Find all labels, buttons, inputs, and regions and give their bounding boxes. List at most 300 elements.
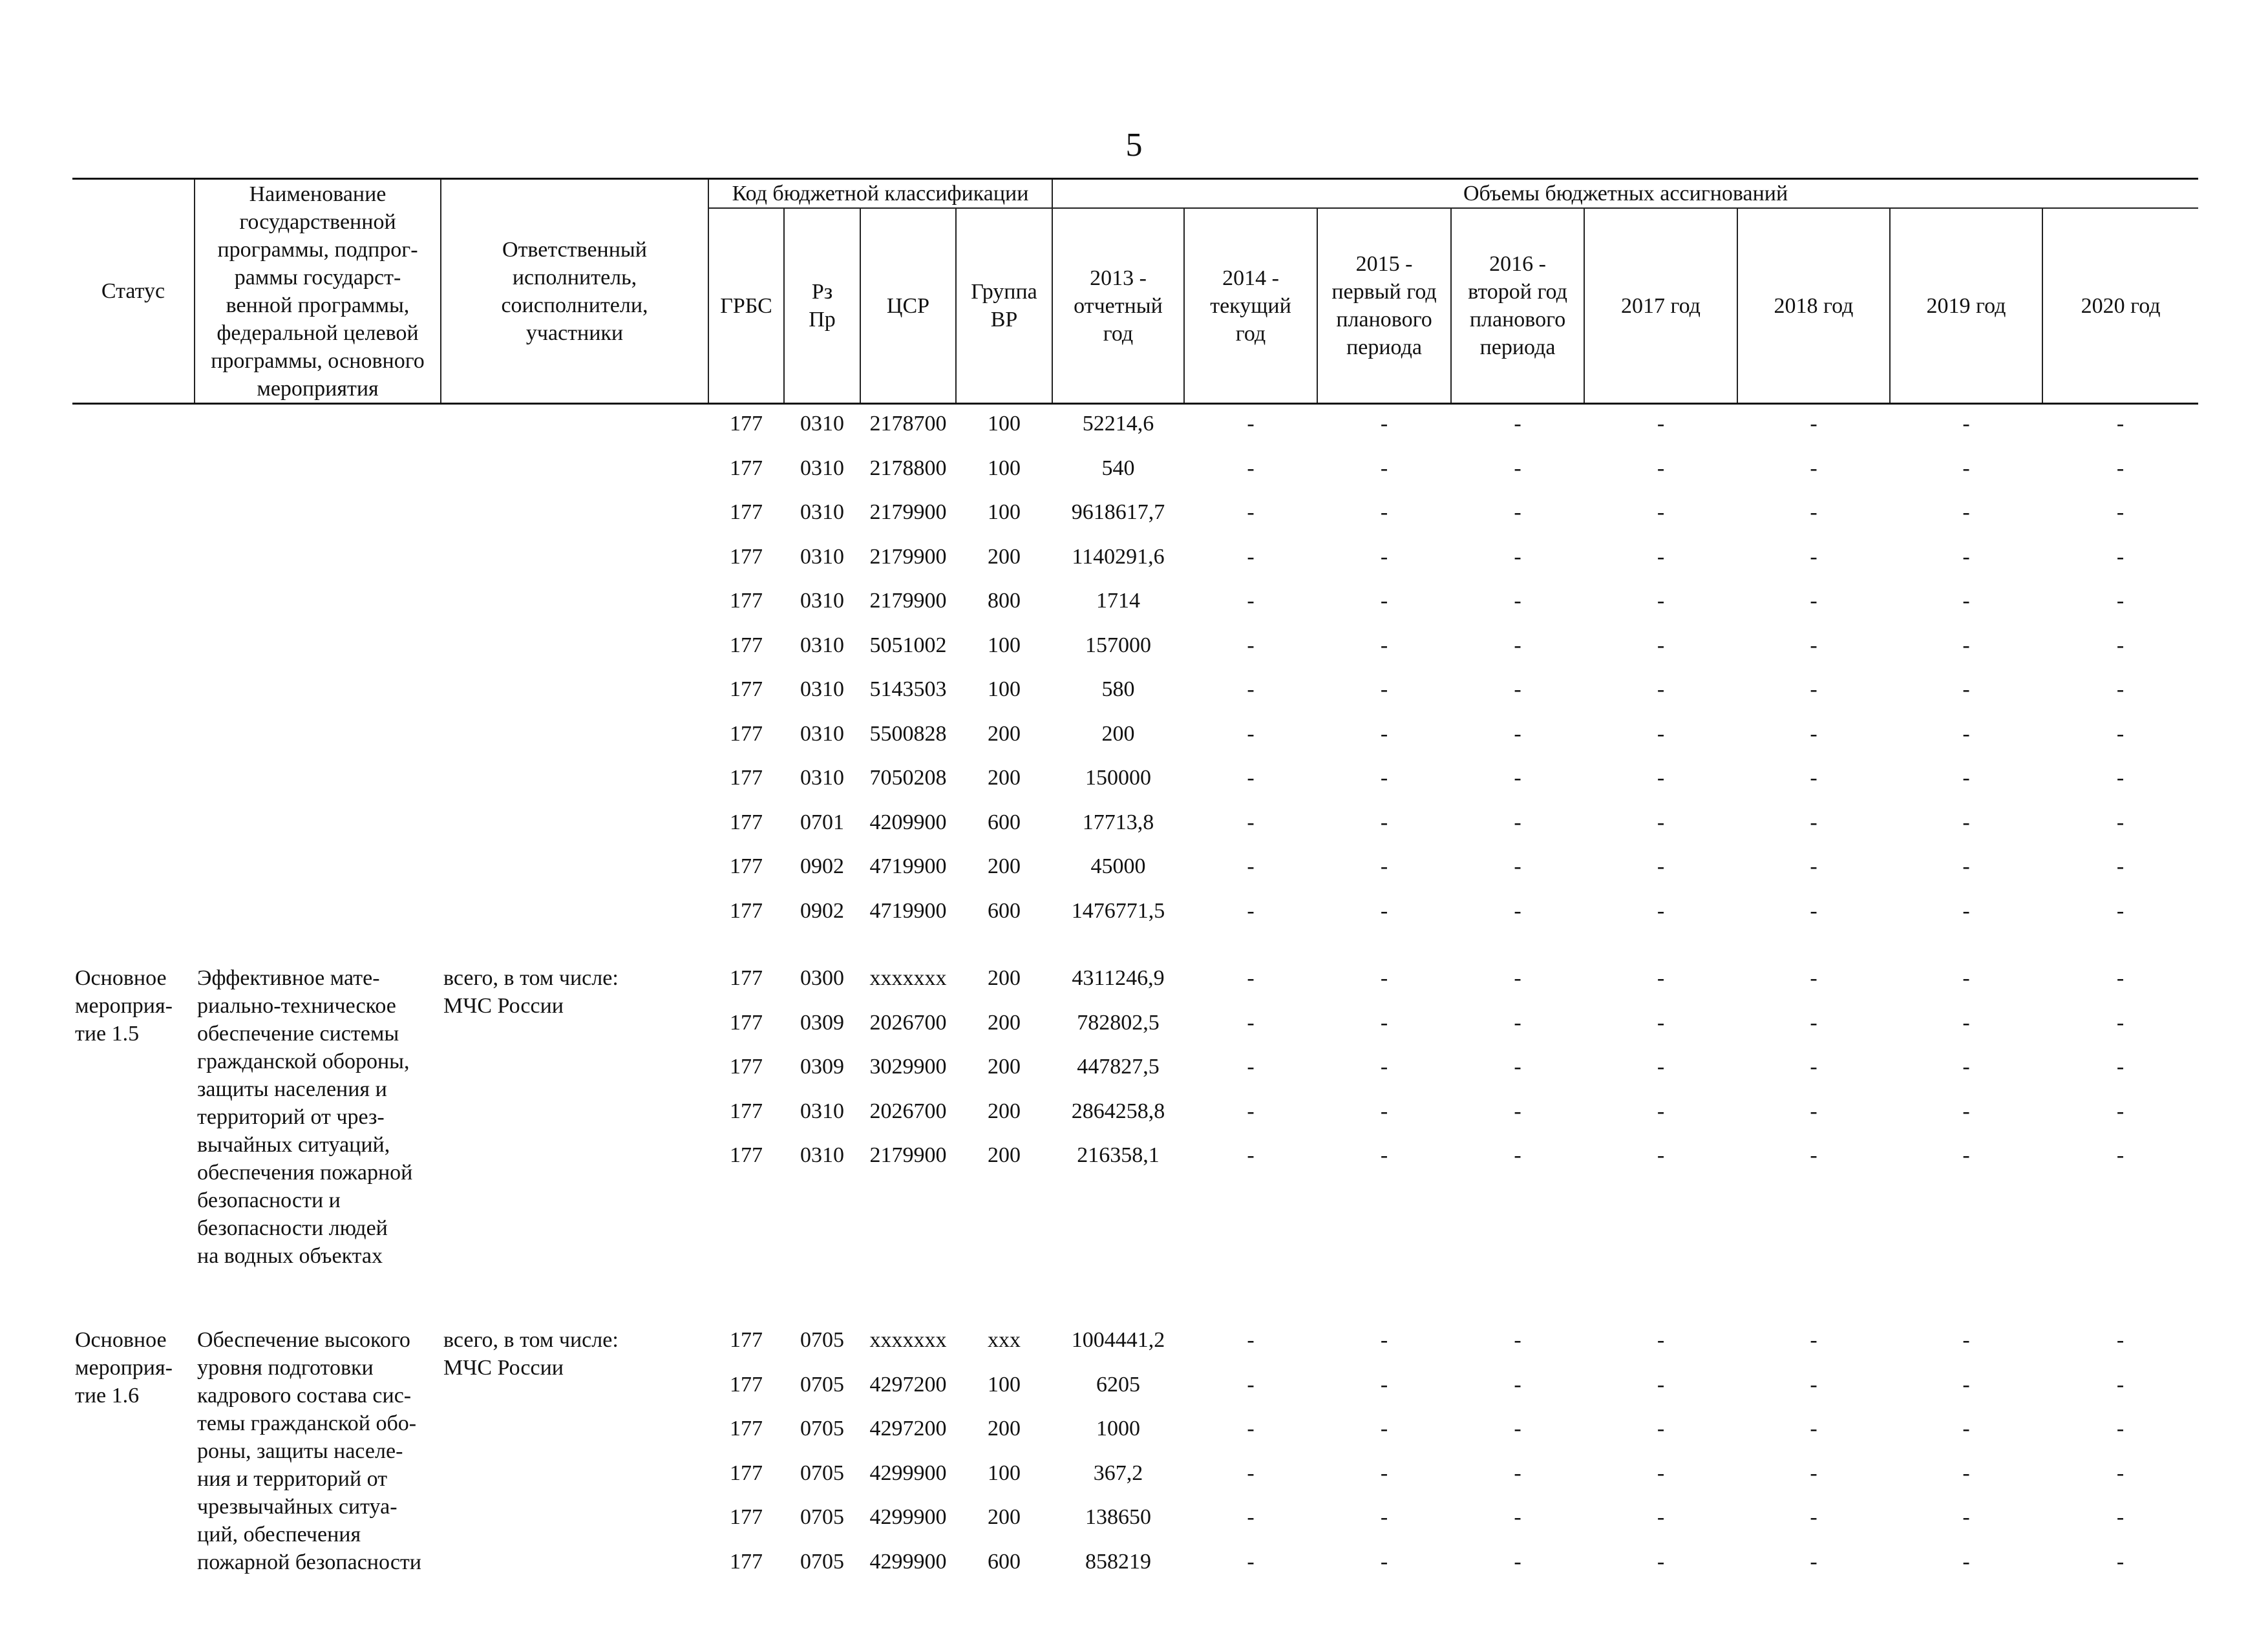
year-2016-cell: -	[1514, 1372, 1521, 1397]
text-line: мероприя-	[75, 994, 173, 1018]
csr-cell: 2179900	[869, 500, 947, 524]
year-2017-cell: -	[1657, 412, 1665, 436]
year-2015-cell: -	[1380, 1328, 1388, 1352]
text-line: периода	[1346, 335, 1422, 359]
year-2015-cell: -	[1380, 1143, 1388, 1167]
grbs-cell: 177	[730, 1549, 763, 1574]
year-2016-cell: -	[1514, 898, 1521, 923]
program-name-cell	[195, 959, 441, 1298]
grbs-cell: 177	[730, 412, 763, 436]
year-2020-cell: -	[2116, 1372, 2125, 1397]
year-2014-cell: -	[1247, 1328, 1255, 1352]
year-2017-cell: -	[1657, 677, 1665, 701]
rz-pr-cell: 0902	[800, 854, 844, 878]
year-2020-cell: -	[2116, 412, 2125, 436]
grbs-cell: 177	[730, 589, 763, 613]
year-2017-cell: -	[1657, 1328, 1665, 1352]
table-row	[72, 1321, 2198, 1366]
year-2019-cell: -	[1962, 810, 1970, 834]
year-2018-cell: -	[1810, 500, 1818, 524]
year-2018-cell: -	[1810, 633, 1818, 657]
year-2018-cell: -	[1810, 854, 1818, 878]
year-2014-cell: -	[1247, 1143, 1255, 1167]
rz-pr-cell: 0310	[800, 1099, 844, 1123]
year-2018-cell: -	[1810, 1099, 1818, 1123]
rz-pr-cell: 0310	[800, 721, 844, 746]
year-2015-cell: -	[1380, 1010, 1388, 1035]
responsible-cell	[441, 404, 708, 936]
year-2019-cell: -	[1962, 1372, 1970, 1397]
year-2016-cell: -	[1514, 1010, 1521, 1035]
vr-cell: 600	[988, 1549, 1021, 1574]
year-2014-cell: -	[1247, 544, 1255, 569]
text-line: программы, основного	[211, 348, 425, 373]
empty-cell	[708, 1220, 2198, 1259]
grbs-cell: 177	[730, 1372, 763, 1397]
year-2015-cell: -	[1380, 1417, 1388, 1441]
text-line: территорий от чрез-	[197, 1105, 385, 1129]
grbs-cell: 177	[730, 1055, 763, 1079]
grbs-cell: 177	[730, 1099, 763, 1123]
rz-pr-cell: 0309	[800, 1055, 844, 1079]
header-rz-pr	[784, 208, 860, 404]
text-line: периода	[1479, 335, 1556, 359]
text-line: Обеспечение высокого	[197, 1328, 410, 1352]
header-year-2014	[1184, 208, 1317, 404]
grbs-cell: 177	[730, 500, 763, 524]
text-line: исполнитель,	[512, 265, 637, 290]
program-name-cell	[195, 1321, 441, 1626]
year-2019-cell: -	[1962, 456, 1970, 480]
year-2015-cell: -	[1380, 500, 1388, 524]
header-year-2016	[1451, 208, 1584, 404]
year-2020-cell: -	[2116, 1099, 2125, 1123]
text-line: всего, в том числе:	[443, 966, 619, 990]
vr-cell: 100	[988, 1372, 1021, 1397]
year-2019-cell: -	[1962, 966, 1970, 990]
year-2017-cell: -	[1657, 633, 1665, 657]
year-2020-cell: -	[2116, 766, 2125, 790]
vr-cell: 200	[988, 1417, 1021, 1441]
csr-cell: 4299900	[869, 1505, 947, 1529]
year-2016-cell: -	[1514, 810, 1521, 834]
year-2020-cell: -	[2116, 677, 2125, 701]
year-2014-cell: -	[1247, 1372, 1255, 1397]
vr-cell: 200	[988, 1505, 1021, 1529]
year-2020-cell: -	[2116, 589, 2125, 613]
csr-cell: 4209900	[869, 810, 947, 834]
header-year-2017: 2017 год	[1584, 208, 1737, 404]
grbs-cell: 177	[730, 810, 763, 834]
vr-cell: 600	[988, 898, 1021, 923]
text-line: первый год	[1331, 280, 1437, 304]
text-line: соисполнители,	[501, 293, 648, 317]
year-2014-cell: -	[1247, 1461, 1255, 1485]
grbs-cell: 177	[730, 456, 763, 480]
text-line: гражданской обороны,	[197, 1050, 410, 1073]
rz-pr-cell: 0705	[800, 1417, 844, 1441]
vr-cell: 600	[988, 810, 1021, 834]
rz-pr-cell: 0705	[800, 1461, 844, 1485]
year-2016-cell: -	[1514, 589, 1521, 613]
year-2018-cell: -	[1810, 966, 1818, 990]
text-line: раммы государст-	[234, 265, 401, 290]
text-line: участники	[525, 321, 624, 345]
rz-pr-cell: 0310	[800, 677, 844, 701]
year-2014-cell: -	[1247, 766, 1255, 790]
vr-cell: 200	[988, 1010, 1021, 1035]
header-responsible	[441, 179, 708, 404]
year-2016-cell: -	[1514, 1143, 1521, 1167]
year-2020-cell: -	[2116, 1328, 2125, 1352]
rz-pr-cell: 0309	[800, 1010, 844, 1035]
year-2017-cell: -	[1657, 544, 1665, 569]
text-line: Группа	[971, 280, 1037, 304]
vr-cell: 200	[988, 854, 1021, 878]
text-line: 2014 -	[1222, 266, 1279, 290]
year-2013-cell: 138650	[1085, 1505, 1152, 1529]
year-2017-cell: -	[1657, 766, 1665, 790]
text-line: Ответственный	[502, 237, 647, 262]
year-2020-cell: -	[2116, 456, 2125, 480]
year-2017-cell: -	[1657, 966, 1665, 990]
year-2014-cell: -	[1247, 721, 1255, 746]
text-line: тие 1.5	[75, 1022, 140, 1046]
year-2020-cell: -	[2116, 966, 2125, 990]
year-2020-cell: -	[2116, 1461, 2125, 1485]
year-2014-cell: -	[1247, 1505, 1255, 1529]
year-2017-cell: -	[1657, 721, 1665, 746]
year-2020-cell: -	[2116, 898, 2125, 923]
year-2015-cell: -	[1380, 544, 1388, 569]
year-2013-cell: 858219	[1085, 1549, 1152, 1574]
year-2017-cell: -	[1657, 1010, 1665, 1035]
vr-cell: 200	[988, 1055, 1021, 1079]
rz-pr-cell: 0705	[800, 1328, 844, 1352]
empty-cell	[708, 1181, 2198, 1220]
year-2018-cell: -	[1810, 1010, 1818, 1035]
year-2016-cell: -	[1514, 1549, 1521, 1574]
year-2014-cell: -	[1247, 633, 1255, 657]
rz-pr-cell: 0310	[800, 456, 844, 480]
year-2014-cell: -	[1247, 589, 1255, 613]
grbs-cell: 177	[730, 898, 763, 923]
year-2015-cell: -	[1380, 1372, 1388, 1397]
responsible-cell	[441, 1321, 708, 1626]
text-line: кадрового состава сис-	[197, 1384, 412, 1408]
header-budget-classification-code: Код бюджетной классификации	[708, 179, 1052, 209]
year-2013-cell: 150000	[1085, 766, 1152, 790]
year-2018-cell: -	[1810, 1505, 1818, 1529]
status-cell	[72, 1321, 195, 1626]
year-2018-cell: -	[1810, 1143, 1818, 1167]
rz-pr-cell: 0300	[800, 966, 844, 990]
year-2015-cell: -	[1380, 456, 1388, 480]
year-2013-cell: 1140291,6	[1072, 544, 1165, 569]
year-2013-cell: 45000	[1090, 854, 1146, 878]
year-2019-cell: -	[1962, 1143, 1970, 1167]
csr-cell: 4719900	[869, 854, 947, 878]
text-line: на водных объектах	[197, 1244, 383, 1268]
csr-cell: 5143503	[869, 677, 947, 701]
year-2020-cell: -	[2116, 1143, 2125, 1167]
vr-cell: 200	[988, 544, 1021, 569]
year-2015-cell: -	[1380, 1461, 1388, 1485]
year-2013-cell: 782802,5	[1077, 1010, 1160, 1035]
year-2016-cell: -	[1514, 1461, 1521, 1485]
year-2014-cell: -	[1247, 1417, 1255, 1441]
header-year-2019: 2019 год	[1890, 208, 2042, 404]
year-2020-cell: -	[2116, 810, 2125, 834]
vr-cell: 200	[988, 966, 1021, 990]
grbs-cell: 177	[730, 966, 763, 990]
year-2013-cell: 6205	[1096, 1372, 1141, 1397]
year-2013-cell: 9618617,7	[1071, 500, 1165, 524]
csr-cell: 4719900	[869, 898, 947, 923]
year-2013-cell: 2864258,8	[1071, 1099, 1165, 1123]
csr-cell: 5500828	[869, 721, 947, 746]
budget-allocation-table	[72, 178, 2198, 1626]
text-line: всего, в том числе:	[443, 1328, 619, 1352]
csr-cell: xxxxxxx	[869, 1328, 947, 1352]
grbs-cell: 177	[730, 633, 763, 657]
csr-cell: 2178800	[869, 456, 947, 480]
csr-cell: 2026700	[869, 1010, 947, 1035]
year-2020-cell: -	[2116, 633, 2125, 657]
year-2020-cell: -	[2116, 1055, 2125, 1079]
year-2015-cell: -	[1380, 412, 1388, 436]
text-line: отчетный	[1074, 293, 1163, 318]
header-csr: ЦСР	[860, 208, 956, 404]
year-2014-cell: -	[1247, 1099, 1255, 1123]
year-2013-cell: 4311246,9	[1072, 966, 1165, 990]
text-line: безопасности людей	[197, 1216, 388, 1240]
csr-cell: 5051002	[869, 633, 947, 657]
year-2017-cell: -	[1657, 1461, 1665, 1485]
vr-cell: 100	[988, 500, 1021, 524]
year-2019-cell: -	[1962, 1328, 1970, 1352]
year-2016-cell: -	[1514, 1505, 1521, 1529]
year-2019-cell: -	[1962, 766, 1970, 790]
year-2015-cell: -	[1380, 677, 1388, 701]
year-2013-cell: 367,2	[1093, 1461, 1143, 1485]
rz-pr-cell: 0310	[800, 544, 844, 569]
year-2013-cell: 52214,6	[1082, 412, 1154, 436]
header-year-2013	[1052, 208, 1184, 404]
year-2015-cell: -	[1380, 1549, 1388, 1574]
text-line: риально-техническое	[197, 994, 396, 1018]
text-line: планового	[1469, 308, 1566, 332]
year-2018-cell: -	[1810, 898, 1818, 923]
csr-cell: 2026700	[869, 1099, 947, 1123]
vr-cell: 800	[988, 589, 1021, 613]
rz-pr-cell: 0705	[800, 1549, 844, 1574]
grbs-cell: 177	[730, 1461, 763, 1485]
year-2017-cell: -	[1657, 898, 1665, 923]
year-2019-cell: -	[1962, 412, 1970, 436]
table-row	[72, 404, 2198, 449]
text-line: год	[1235, 321, 1266, 346]
vr-cell: 200	[988, 1099, 1021, 1123]
year-2014-cell: -	[1247, 1055, 1255, 1079]
text-line: чрезвычайных ситуа-	[197, 1495, 397, 1519]
header-budget-allocation-volumes: Объемы бюджетных ассигнований	[1052, 179, 2198, 209]
year-2013-cell: 447827,5	[1077, 1055, 1160, 1079]
status-cell	[72, 959, 195, 1298]
year-2020-cell: -	[2116, 1010, 2125, 1035]
text-line: мероприя-	[75, 1356, 173, 1380]
year-2019-cell: -	[1962, 898, 1970, 923]
text-line: текущий	[1210, 293, 1291, 318]
year-2017-cell: -	[1657, 1505, 1665, 1529]
csr-cell: 2179900	[869, 589, 947, 613]
year-2014-cell: -	[1247, 966, 1255, 990]
year-2020-cell: -	[2116, 854, 2125, 878]
grbs-cell: 177	[730, 1143, 763, 1167]
header-grbs: ГРБС	[708, 208, 784, 404]
header-program-name	[195, 179, 441, 404]
year-2019-cell: -	[1962, 544, 1970, 569]
table-body	[72, 404, 2198, 1626]
year-2017-cell: -	[1657, 1143, 1665, 1167]
year-2016-cell: -	[1514, 854, 1521, 878]
year-2018-cell: -	[1810, 1328, 1818, 1352]
year-2016-cell: -	[1514, 1055, 1521, 1079]
year-2013-cell: 200	[1101, 721, 1135, 746]
year-2019-cell: -	[1962, 1099, 1970, 1123]
vr-cell: 100	[988, 677, 1021, 701]
year-2018-cell: -	[1810, 544, 1818, 569]
text-line: ВР	[990, 308, 1018, 332]
text-line: ния и территорий от	[197, 1467, 388, 1491]
year-2020-cell: -	[2116, 500, 2125, 524]
csr-cell: 7050208	[869, 766, 947, 790]
year-2014-cell: -	[1247, 677, 1255, 701]
year-2020-cell: -	[2116, 721, 2125, 746]
year-2016-cell: -	[1514, 721, 1521, 746]
text-line: 2015 -	[1355, 252, 1413, 276]
year-2018-cell: -	[1810, 721, 1818, 746]
empty-cell	[708, 1587, 2198, 1626]
text-line: тие 1.6	[75, 1384, 140, 1408]
year-2018-cell: -	[1810, 766, 1818, 790]
grbs-cell: 177	[730, 721, 763, 746]
csr-cell: 4297200	[869, 1372, 947, 1397]
year-2014-cell: -	[1247, 810, 1255, 834]
year-2015-cell: -	[1380, 1505, 1388, 1529]
text-line: планового	[1336, 308, 1432, 332]
year-2016-cell: -	[1514, 1328, 1521, 1352]
year-2013-cell: 17713,8	[1082, 810, 1154, 834]
rz-pr-cell: 0310	[800, 1143, 844, 1167]
grbs-cell: 177	[730, 1505, 763, 1529]
csr-cell: xxxxxxx	[869, 966, 947, 990]
year-2014-cell: -	[1247, 500, 1255, 524]
year-2017-cell: -	[1657, 1055, 1665, 1079]
empty-cell	[708, 1259, 2198, 1298]
year-2013-cell: 157000	[1085, 633, 1152, 657]
text-line: темы гражданской обо-	[197, 1411, 417, 1435]
year-2015-cell: -	[1380, 721, 1388, 746]
year-2020-cell: -	[2116, 1417, 2125, 1441]
csr-cell: 4299900	[869, 1461, 947, 1485]
year-2018-cell: -	[1810, 412, 1818, 436]
text-line: вычайных ситуаций,	[197, 1133, 390, 1157]
program-name-cell	[195, 404, 441, 936]
text-line: обеспечения пожарной	[197, 1161, 413, 1185]
year-2016-cell: -	[1514, 633, 1521, 657]
year-2019-cell: -	[1962, 1505, 1970, 1529]
grbs-cell: 177	[730, 1010, 763, 1035]
year-2015-cell: -	[1380, 898, 1388, 923]
year-2016-cell: -	[1514, 456, 1521, 480]
year-2019-cell: -	[1962, 854, 1970, 878]
year-2015-cell: -	[1380, 966, 1388, 990]
year-2019-cell: -	[1962, 589, 1970, 613]
year-2020-cell: -	[2116, 1505, 2125, 1529]
year-2017-cell: -	[1657, 500, 1665, 524]
year-2017-cell: -	[1657, 589, 1665, 613]
rz-pr-cell: 0310	[800, 633, 844, 657]
page-number: 5	[1125, 127, 1143, 164]
year-2015-cell: -	[1380, 766, 1388, 790]
grbs-cell: 177	[730, 854, 763, 878]
year-2017-cell: -	[1657, 1549, 1665, 1574]
rz-pr-cell: 0310	[800, 766, 844, 790]
year-2019-cell: -	[1962, 500, 1970, 524]
year-2013-cell: 540	[1101, 456, 1135, 480]
year-2016-cell: -	[1514, 1099, 1521, 1123]
grbs-cell: 177	[730, 677, 763, 701]
rz-pr-cell: 0902	[800, 898, 844, 923]
year-2016-cell: -	[1514, 1417, 1521, 1441]
text-line: федеральной целевой	[217, 321, 419, 345]
text-line: безопасности и	[197, 1188, 341, 1212]
year-2015-cell: -	[1380, 1099, 1388, 1123]
year-2014-cell: -	[1247, 898, 1255, 923]
year-2019-cell: -	[1962, 1461, 1970, 1485]
text-line: ций, обеспечения	[197, 1523, 361, 1547]
text-line: 2016 -	[1489, 252, 1546, 276]
text-line: Наименование	[249, 182, 387, 206]
year-2013-cell: 1004441,2	[1071, 1328, 1165, 1352]
year-2018-cell: -	[1810, 677, 1818, 701]
year-2013-cell: 216358,1	[1077, 1143, 1160, 1167]
year-2018-cell: -	[1810, 810, 1818, 834]
text-line: программы, подпрог-	[217, 237, 418, 262]
csr-cell: 2179900	[869, 544, 947, 569]
responsible-cell	[441, 959, 708, 1298]
rz-pr-cell: 0701	[800, 810, 844, 834]
year-2016-cell: -	[1514, 677, 1521, 701]
year-2020-cell: -	[2116, 544, 2125, 569]
year-2019-cell: -	[1962, 721, 1970, 746]
rz-pr-cell: 0705	[800, 1372, 844, 1397]
year-2018-cell: -	[1810, 1372, 1818, 1397]
year-2015-cell: -	[1380, 1055, 1388, 1079]
year-2019-cell: -	[1962, 633, 1970, 657]
text-line: уровня подготовки	[197, 1356, 374, 1380]
year-2015-cell: -	[1380, 589, 1388, 613]
csr-cell: 3029900	[869, 1055, 947, 1079]
rz-pr-cell: 0310	[800, 589, 844, 613]
header-year-2015	[1317, 208, 1451, 404]
rz-pr-cell: 0310	[800, 500, 844, 524]
grbs-cell: 177	[730, 544, 763, 569]
year-2017-cell: -	[1657, 854, 1665, 878]
year-2017-cell: -	[1657, 1372, 1665, 1397]
year-2019-cell: -	[1962, 1055, 1970, 1079]
